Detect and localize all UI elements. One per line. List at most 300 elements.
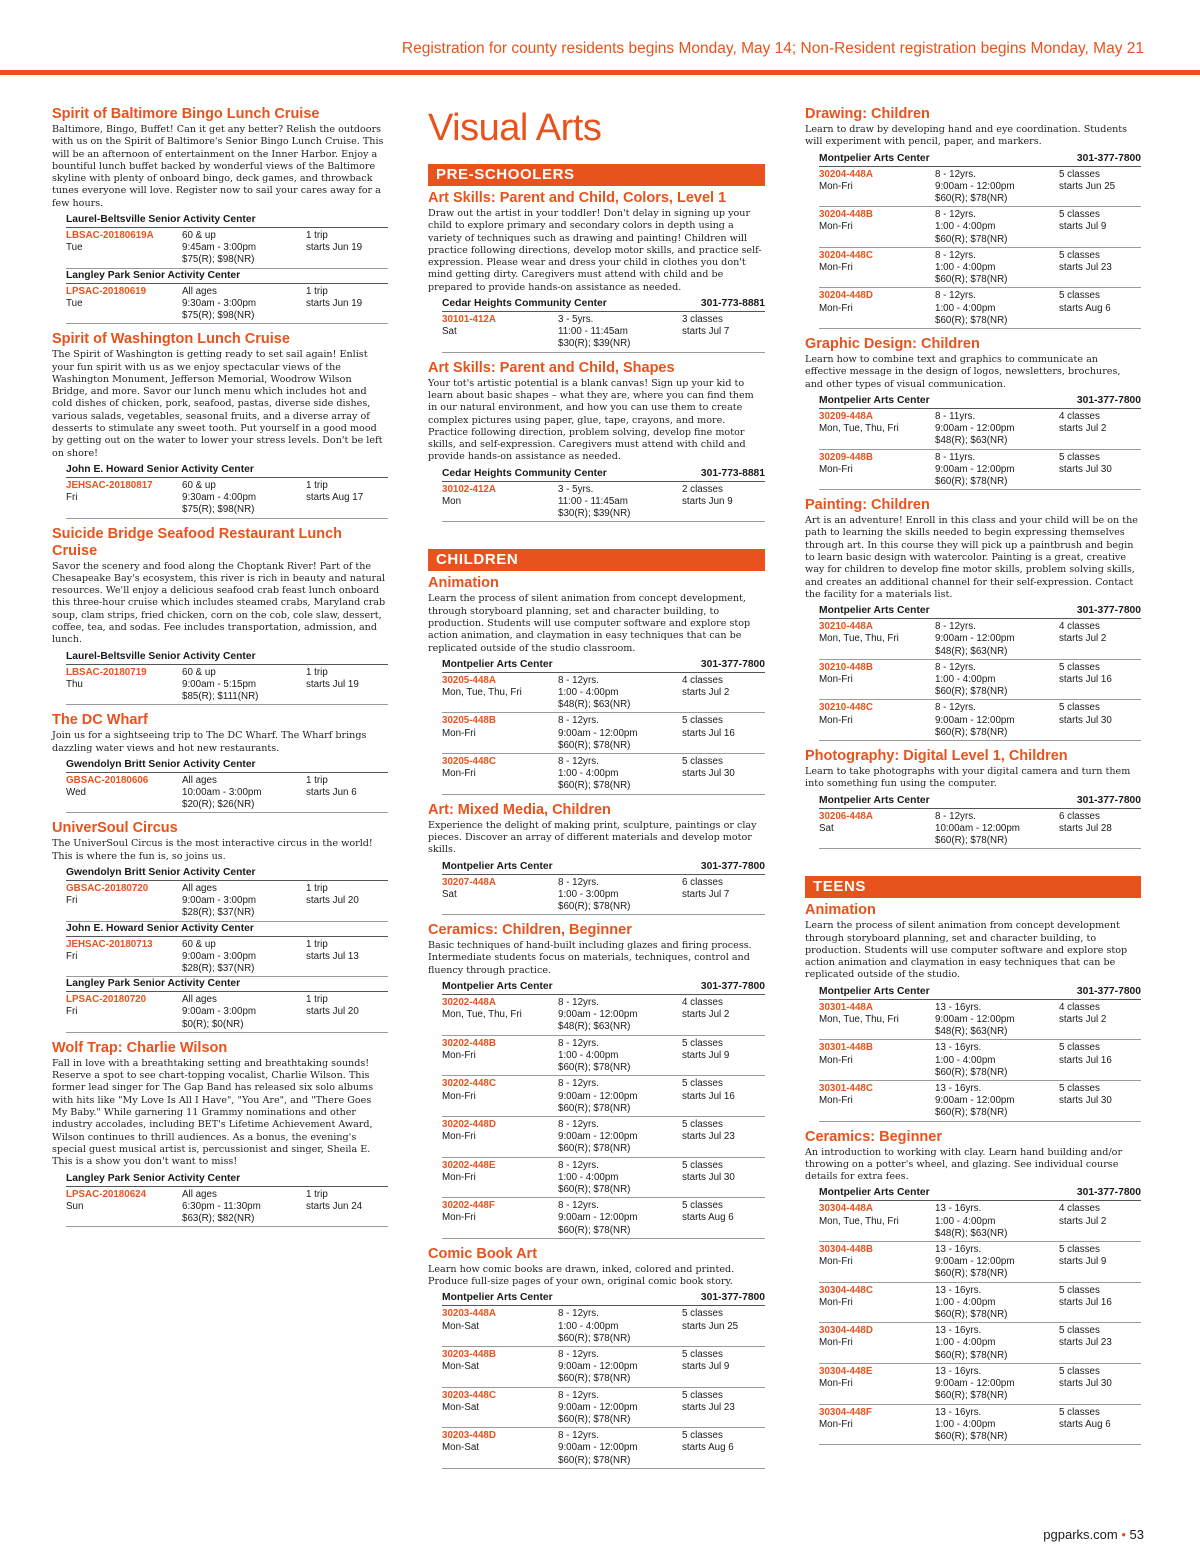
- location-phone: 301-377-7800: [1076, 152, 1141, 164]
- start-date: starts Jun 25: [1059, 180, 1116, 192]
- course-code[interactable]: 30304-448B: [819, 1244, 873, 1256]
- course-code[interactable]: 30205-448C: [442, 756, 496, 768]
- course-code[interactable]: 30210-448C: [819, 702, 873, 714]
- empty-cell: [819, 435, 935, 447]
- empty-cell: [819, 646, 935, 658]
- section-row: [442, 713, 765, 754]
- start-date: starts Jul 9: [1059, 221, 1107, 233]
- age-range: 13 - 16yrs.: [935, 1042, 982, 1054]
- start-date: starts Jul 30: [1059, 714, 1112, 726]
- age-range: 3 - 5yrs.: [558, 314, 594, 326]
- fee: $85(R); $111(NR): [182, 691, 259, 703]
- meeting-days: Mon-Fri: [819, 1337, 853, 1349]
- section-row: [819, 288, 1141, 329]
- age-range: 8 - 12yrs.: [558, 1159, 599, 1171]
- fee: $48(R); $63(NR): [558, 699, 631, 711]
- start-date: starts Jul 2: [1059, 1013, 1107, 1025]
- fee: $60(R); $78(NR): [558, 1183, 631, 1195]
- course-code[interactable]: 30101-412A: [442, 314, 496, 326]
- section-row: [819, 1364, 1141, 1405]
- session-count: 5 classes: [682, 1159, 723, 1171]
- section-row: [442, 1117, 765, 1158]
- course-code[interactable]: 30205-448B: [442, 715, 496, 727]
- course-code[interactable]: 30203-448D: [442, 1430, 496, 1442]
- section-row: [819, 619, 1141, 660]
- course-title: Spirit of Washington Lunch Cruise: [52, 331, 290, 348]
- meeting-time: 1:00 - 3:00pm: [558, 888, 619, 900]
- fee: $60(R); $78(NR): [935, 1390, 1008, 1402]
- location-phone: 301-377-7800: [700, 981, 765, 993]
- session-count: 6 classes: [1059, 810, 1100, 822]
- meeting-time: 9:00am - 12:00pm: [935, 1095, 1015, 1107]
- start-date: starts Jul 2: [682, 1009, 730, 1021]
- course-code[interactable]: 30210-448A: [819, 621, 873, 633]
- course-code[interactable]: LBSAC-20180719: [66, 666, 147, 678]
- column-visual-arts: [428, 106, 765, 1476]
- course-title: Animation: [805, 902, 876, 919]
- session-count: 5 classes: [682, 1200, 723, 1212]
- empty-cell: [66, 907, 182, 919]
- age-range: 8 - 12yrs.: [935, 621, 976, 633]
- session-count: 1 trip: [306, 994, 328, 1006]
- empty-cell: [819, 234, 935, 246]
- course-code[interactable]: LPSAC-20180624: [66, 1188, 147, 1200]
- column-trips: [52, 106, 388, 1234]
- location-phone: 301-377-7800: [1076, 985, 1141, 997]
- course-code[interactable]: 30304-448E: [819, 1365, 873, 1377]
- age-range: 13 - 16yrs.: [935, 1001, 982, 1013]
- column-visual-arts-continued: [805, 106, 1141, 1452]
- course-code[interactable]: 30203-448B: [442, 1348, 496, 1360]
- meeting-time: 9:00am - 12:00pm: [558, 1442, 638, 1454]
- section-row: [819, 700, 1141, 741]
- meeting-time: 1:00 - 4:00pm: [935, 221, 996, 233]
- meeting-days: Mon-Fri: [442, 1131, 476, 1143]
- course-code[interactable]: 30301-448A: [819, 1001, 873, 1013]
- empty-cell: [442, 1455, 558, 1467]
- location-name: Gwendolyn Britt Senior Activity Center: [66, 758, 256, 770]
- start-date: starts Jul 30: [682, 768, 735, 780]
- age-range: 8 - 12yrs.: [558, 997, 599, 1009]
- age-range: All ages: [182, 994, 217, 1006]
- course-code[interactable]: 30202-448E: [442, 1159, 496, 1171]
- age-range: 8 - 12yrs.: [558, 1308, 599, 1320]
- course-code[interactable]: 30209-448A: [819, 410, 873, 422]
- session-count: 5 classes: [1059, 702, 1100, 714]
- start-date: starts Jul 30: [1059, 463, 1112, 475]
- fee: $20(R); $26(NR): [182, 799, 255, 811]
- meeting-days: Mon-Fri: [819, 1418, 853, 1430]
- course: [52, 712, 388, 813]
- course-description: Fall in love with a breathtaking setting and breathtaking sounds! Reserve a spot to see chart-topping vocalist, Charlie Wilson. This former lead singer for The Gap Band has released six solo albums with hits like "My Love Is All I Have", "You Are", and "There Goes My Baby." While garnering 11 Grammy nominations and other industry accolades, including BET's Lifetime Achievement Award, Wilson continues to thrill audiences. As a bonus, the evening's special guest musical artist is, percussionist and singer, Sheila E. This is a show you don't want to miss!: [52, 1057, 374, 1168]
- section-row: [819, 1283, 1141, 1324]
- meeting-days: Mon-Fri: [819, 1095, 853, 1107]
- course-code[interactable]: 30202-448B: [442, 1037, 496, 1049]
- meeting-time: 11:00 - 11:45am: [558, 326, 628, 338]
- fee: $60(R); $78(NR): [935, 274, 1008, 286]
- location-header: [66, 463, 388, 478]
- meeting-days: Mon-Fri: [819, 1296, 853, 1308]
- meeting-time: 1:00 - 4:00pm: [558, 1320, 619, 1332]
- age-range: 13 - 16yrs.: [935, 1284, 982, 1296]
- session-count: 5 classes: [1059, 290, 1100, 302]
- meeting-days: Sat: [442, 888, 457, 900]
- meeting-time: 9:00am - 3:00pm: [182, 1006, 257, 1018]
- meeting-days: Mon-Sat: [442, 1442, 480, 1454]
- meeting-days: Thu: [66, 678, 83, 690]
- course: [52, 820, 388, 1032]
- start-date: starts Jul 7: [682, 326, 730, 338]
- section-row: [442, 1158, 765, 1199]
- section-row: [66, 881, 388, 922]
- empty-cell: [819, 1228, 935, 1240]
- location-header: [442, 1291, 765, 1306]
- empty-cell: [66, 691, 182, 703]
- course-code[interactable]: 30102-412A: [442, 483, 496, 495]
- session-count: 5 classes: [1059, 1406, 1100, 1418]
- meeting-days: Fri: [66, 492, 78, 504]
- meeting-time: 9:00am - 12:00pm: [935, 1378, 1015, 1390]
- fee: $75(R); $98(NR): [182, 310, 255, 322]
- meeting-days: Mon-Fri: [442, 768, 476, 780]
- course-code[interactable]: 30210-448B: [819, 661, 873, 673]
- section-band-teens: TEENS: [805, 876, 1141, 898]
- course-title: Comic Book Art: [428, 1245, 538, 1262]
- start-date: starts Jun 6: [306, 787, 357, 799]
- fee: $60(R); $78(NR): [558, 780, 631, 792]
- fee: $60(R); $78(NR): [558, 739, 631, 751]
- session-count: 5 classes: [682, 1308, 723, 1320]
- location-header: [819, 394, 1141, 409]
- meeting-days: Fri: [66, 895, 78, 907]
- age-range: All ages: [182, 883, 217, 895]
- course-code[interactable]: LBSAC-20180619A: [66, 230, 154, 242]
- course-code[interactable]: 30209-448B: [819, 451, 873, 463]
- meeting-time: 9:00am - 12:00pm: [558, 1361, 638, 1373]
- course-description: Your tot's artistic potential is a blank canvas! Sign up your kid to learn about basic shapes – what they are, where you can find them in our natural environment, and how you can use them to create complex pictures using paper, glue, tape, crayons, and more. Practice following direction, problem solving, develop fine motor skills, and self-expression. Caregivers must attend with child and provide hands-on assistance as needed.: [428, 377, 754, 463]
- start-date: starts Jul 30: [1059, 1378, 1112, 1390]
- section-row: [442, 1306, 765, 1347]
- section-row: [819, 1323, 1141, 1364]
- empty-cell: [442, 1062, 558, 1074]
- session-count: 5 classes: [1059, 451, 1100, 463]
- section-row: [442, 1198, 765, 1239]
- fee: $60(R); $78(NR): [558, 1143, 631, 1155]
- course-title: Drawing: Children: [805, 106, 930, 122]
- course-code[interactable]: 30202-448D: [442, 1118, 496, 1130]
- meeting-days: Sun: [66, 1200, 84, 1212]
- meeting-days: Mon, Tue, Thu, Fri: [442, 687, 522, 699]
- meeting-days: Mon-Fri: [819, 1378, 853, 1390]
- fee: $60(R); $78(NR): [935, 1309, 1008, 1321]
- location-header: [442, 980, 765, 995]
- section-row: [819, 409, 1141, 450]
- fee: $60(R); $78(NR): [935, 835, 1008, 847]
- location-name: Montpelier Arts Center: [819, 985, 930, 997]
- start-date: starts Aug 6: [1059, 1418, 1111, 1430]
- course-code[interactable]: 30202-448C: [442, 1078, 496, 1090]
- age-range: 60 & up: [182, 230, 216, 242]
- age-range: 8 - 12yrs.: [558, 1389, 599, 1401]
- start-date: starts Jul 20: [306, 895, 359, 907]
- age-range: 8 - 12yrs.: [935, 661, 976, 673]
- course-code[interactable]: LPSAC-20180619: [66, 285, 147, 297]
- course-code[interactable]: 30204-448A: [819, 168, 873, 180]
- course-code[interactable]: 30204-448B: [819, 209, 873, 221]
- site-link[interactable]: pgparks.com: [1043, 1527, 1118, 1542]
- meeting-time: 9:00am - 3:00pm: [182, 895, 257, 907]
- course-code[interactable]: LPSAC-20180720: [66, 994, 147, 1006]
- session-count: 5 classes: [1059, 209, 1100, 221]
- fee: $60(R); $78(NR): [935, 1107, 1008, 1119]
- meeting-time: 9:00am - 12:00pm: [935, 1013, 1015, 1025]
- location-header: [819, 1186, 1141, 1201]
- location-header: [442, 658, 765, 673]
- course-description: The UniverSoul Circus is the most interactive circus in the world! This is where the fun is, so joins us.: [52, 838, 373, 862]
- course-code[interactable]: 30207-448A: [442, 876, 496, 888]
- course-description: Learn to take photographs with your digital camera and turn them into something fun using the computer.: [805, 766, 1131, 790]
- fee: $60(R); $78(NR): [558, 1454, 631, 1466]
- course-code[interactable]: 30304-448C: [819, 1284, 873, 1296]
- location-name: Montpelier Arts Center: [819, 152, 930, 164]
- section-row: [66, 773, 388, 814]
- start-date: starts Aug 17: [306, 492, 364, 504]
- fee: $28(R); $37(NR): [182, 907, 255, 919]
- section-row: [819, 660, 1141, 701]
- location-header: [66, 650, 388, 665]
- session-count: 4 classes: [682, 674, 723, 686]
- empty-cell: [66, 1019, 182, 1031]
- age-range: 8 - 11yrs.: [935, 410, 976, 422]
- course-code[interactable]: GBSAC-20180720: [66, 883, 149, 895]
- page-number: 53: [1129, 1527, 1144, 1542]
- meeting-time: 9:00am - 12:00pm: [935, 633, 1015, 645]
- empty-cell: [442, 901, 558, 913]
- session-count: 1 trip: [306, 285, 328, 297]
- fee: $60(R); $78(NR): [935, 686, 1008, 698]
- fee: $48(R); $63(NR): [935, 1227, 1008, 1239]
- course-code[interactable]: 30203-448C: [442, 1389, 496, 1401]
- start-date: starts Aug 6: [682, 1212, 734, 1224]
- session-count: 5 classes: [682, 1430, 723, 1442]
- age-range: 60 & up: [182, 666, 216, 678]
- course-description: Learn the process of silent animation from concept development through storyboard planning, set and character building, to production. Students will use computer software and explore stop action animation and claymation in easy techniques that can be replicated outside of the studio.: [805, 920, 1128, 981]
- course-title: Art: Mixed Media, Children: [428, 801, 611, 818]
- empty-cell: [819, 1309, 935, 1321]
- fee: $48(R); $63(NR): [935, 435, 1008, 447]
- course-code[interactable]: 30304-448A: [819, 1203, 873, 1215]
- meeting-time: 9:00am - 12:00pm: [935, 423, 1015, 435]
- session-count: 4 classes: [1059, 1203, 1100, 1215]
- course-description: Learn how comic books are drawn, inked, colored and printed. Produce full-size pages of your own, original comic book story.: [428, 1263, 735, 1288]
- meeting-time: 10:00am - 3:00pm: [182, 787, 262, 799]
- meeting-days: Mon-Fri: [442, 1212, 476, 1224]
- meeting-time: 9:00am - 12:00pm: [935, 463, 1015, 475]
- age-range: 13 - 16yrs.: [935, 1082, 982, 1094]
- course-code[interactable]: 30205-448A: [442, 674, 496, 686]
- meeting-time: 1:00 - 4:00pm: [935, 262, 996, 274]
- empty-cell: [819, 1350, 935, 1362]
- meeting-time: 9:30am - 4:00pm: [182, 492, 257, 504]
- course: [52, 1040, 388, 1227]
- course: [428, 922, 765, 1239]
- meeting-time: 9:00am - 5:15pm: [182, 678, 257, 690]
- course-title: Photography: Digital Level 1, Children: [805, 748, 1068, 765]
- age-range: 8 - 12yrs.: [558, 715, 599, 727]
- course: [428, 802, 765, 916]
- age-range: 8 - 12yrs.: [558, 1430, 599, 1442]
- header-rule: [0, 70, 1200, 75]
- course-title: Art Skills: Parent and Child, Colors, Level 1: [428, 190, 727, 206]
- location-name: Langley Park Senior Activity Center: [66, 269, 241, 281]
- meeting-time: 9:45am - 3:00pm: [182, 242, 257, 254]
- start-date: starts Jun 19: [306, 297, 363, 309]
- course-code[interactable]: 30304-448D: [819, 1325, 873, 1337]
- start-date: starts Jul 16: [1059, 1054, 1112, 1066]
- start-date: starts Jul 2: [682, 687, 730, 699]
- location-name: Montpelier Arts Center: [442, 860, 553, 872]
- location-name: Montpelier Arts Center: [442, 658, 553, 670]
- meeting-days: Tue: [66, 297, 83, 309]
- fee: $48(R); $63(NR): [558, 1021, 631, 1033]
- start-date: starts Jul 16: [682, 727, 735, 739]
- location-header: [66, 866, 388, 881]
- meeting-time: 9:30am - 3:00pm: [182, 297, 257, 309]
- empty-cell: [819, 1067, 935, 1079]
- empty-cell: [442, 1225, 558, 1237]
- fee: $60(R); $78(NR): [558, 1224, 631, 1236]
- meeting-days: Mon-Fri: [819, 262, 853, 274]
- course-title: Suicide Bridge Seafood Restaurant Lunch Cruise: [52, 525, 343, 559]
- course-code[interactable]: 30202-448A: [442, 997, 496, 1009]
- fee: $60(R); $78(NR): [935, 1430, 1008, 1442]
- age-range: 60 & up: [182, 479, 216, 491]
- course: [805, 106, 1141, 329]
- section-row: [66, 937, 388, 978]
- section-row: [442, 1076, 765, 1117]
- section-row: [442, 482, 765, 523]
- section-row: [66, 478, 388, 519]
- location-phone: 301-377-7800: [700, 860, 765, 872]
- meeting-time: 1:00 - 4:00pm: [935, 1054, 996, 1066]
- location-header: [66, 1172, 388, 1187]
- section-row: [66, 665, 388, 706]
- section-row: [66, 284, 388, 325]
- empty-cell: [442, 1184, 558, 1196]
- course-title: UniverSoul Circus: [52, 820, 178, 837]
- fee: $60(R); $78(NR): [935, 1349, 1008, 1361]
- session-count: 5 classes: [682, 1078, 723, 1090]
- session-count: 5 classes: [682, 756, 723, 768]
- location-name: Montpelier Arts Center: [819, 605, 930, 617]
- meeting-days: Mon-Fri: [819, 180, 853, 192]
- course-code[interactable]: 30202-448F: [442, 1200, 495, 1212]
- empty-cell: [442, 780, 558, 792]
- meeting-time: 1:00 - 4:00pm: [935, 1215, 996, 1227]
- start-date: starts Jul 30: [1059, 1095, 1112, 1107]
- course: [805, 748, 1141, 849]
- meeting-time: 1:00 - 4:00pm: [558, 687, 619, 699]
- meeting-days: Mon-Fri: [442, 1171, 476, 1183]
- location-phone: 301-377-7800: [1076, 794, 1141, 806]
- start-date: starts Jun 24: [306, 1200, 363, 1212]
- empty-cell: [819, 315, 935, 327]
- meeting-time: 9:00am - 12:00pm: [558, 727, 638, 739]
- fee: $30(R); $39(NR): [558, 338, 631, 350]
- location-name: Montpelier Arts Center: [819, 794, 930, 806]
- section-row: [819, 167, 1141, 208]
- session-count: 1 trip: [306, 774, 328, 786]
- section-row: [819, 1405, 1141, 1446]
- meeting-days: Sat: [442, 326, 457, 338]
- course-code[interactable]: 30301-448B: [819, 1042, 873, 1054]
- section-row: [819, 1081, 1141, 1122]
- page-footer: [1043, 1527, 1144, 1542]
- session-count: 4 classes: [1059, 410, 1100, 422]
- course-code[interactable]: 30203-448A: [442, 1308, 496, 1320]
- age-range: 60 & up: [182, 938, 216, 950]
- meeting-time: 9:00am - 3:00pm: [182, 950, 257, 962]
- empty-cell: [442, 338, 558, 350]
- meeting-days: Mon, Tue, Thu, Fri: [819, 423, 899, 435]
- empty-cell: [819, 1026, 935, 1038]
- course-code[interactable]: 30304-448F: [819, 1406, 872, 1418]
- course-description: Art is an adventure! Enroll in this class and your child will be on the path to learning the skills needed to begin expressing themselves through art. In this course they will pick up a paintbrush and begin to learn basic design with watercolor. Painting is a great, creative way for children to develop fine motor skills, problem solving skills, and creates an additional channel for their self-expression. Contact the facility for a materials list.: [805, 515, 1138, 600]
- course-code[interactable]: GBSAC-20180606: [66, 774, 149, 786]
- meeting-days: Mon-Fri: [819, 714, 853, 726]
- fee: $60(R); $78(NR): [558, 1102, 631, 1114]
- session-count: 1 trip: [306, 1188, 328, 1200]
- empty-cell: [442, 1143, 558, 1155]
- location-header: [66, 922, 388, 937]
- course-code[interactable]: 30204-448C: [819, 249, 873, 261]
- location-name: Montpelier Arts Center: [442, 1292, 553, 1304]
- meeting-time: 9:00am - 12:00pm: [558, 1131, 638, 1143]
- location-phone: 301-773-8881: [700, 467, 765, 479]
- empty-cell: [442, 1373, 558, 1385]
- age-range: 8 - 12yrs.: [558, 1078, 599, 1090]
- fee: $60(R); $78(NR): [558, 1062, 631, 1074]
- fee: $75(R); $98(NR): [182, 504, 255, 516]
- location-phone: 301-377-7800: [700, 658, 765, 670]
- age-range: 8 - 12yrs.: [558, 1118, 599, 1130]
- course-code[interactable]: 30204-448D: [819, 290, 873, 302]
- fee: $0(R); $0(NR): [182, 1018, 244, 1030]
- course-title: The DC Wharf: [52, 712, 148, 729]
- section-row: [442, 1036, 765, 1077]
- age-range: All ages: [182, 1188, 217, 1200]
- session-count: 5 classes: [1059, 1082, 1100, 1094]
- location-name: Laurel-Beltsville Senior Activity Center: [66, 214, 256, 226]
- course: [52, 331, 388, 518]
- start-date: starts Jul 20: [306, 1006, 359, 1018]
- course-code[interactable]: 30301-448C: [819, 1082, 873, 1094]
- course-code[interactable]: JEHSAC-20180713: [66, 938, 153, 950]
- meeting-days: Fri: [66, 1006, 78, 1018]
- age-range: 13 - 16yrs.: [935, 1365, 982, 1377]
- course-code[interactable]: JEHSAC-20180817: [66, 479, 153, 491]
- fee: $60(R); $78(NR): [558, 900, 631, 912]
- meeting-days: Mon-Sat: [442, 1361, 480, 1373]
- meeting-days: Mon, Tue, Thu, Fri: [819, 1215, 899, 1227]
- section-row: [442, 995, 765, 1036]
- course-description: Savor the scenery and food along the Choptank River! Part of the Chesapeake Bay's ecosystem, this river is rich in beauty and natural resources. We'll enjoy a delicious seafood crab feast lunch onboard this three-hour cruise which includes steamed crabs, Maryland crab soup, clam strips, fried chicken, corn on the cob, cole slaw, dessert, coffee, tea, and sodas. Fee includes transportation, admission, and lunch.: [52, 560, 386, 646]
- session-count: 5 classes: [682, 1118, 723, 1130]
- start-date: starts Jul 13: [306, 950, 359, 962]
- section-band: CHILDREN: [428, 549, 765, 571]
- course-code[interactable]: 30206-448A: [819, 810, 873, 822]
- location-name: Langley Park Senior Activity Center: [66, 978, 241, 990]
